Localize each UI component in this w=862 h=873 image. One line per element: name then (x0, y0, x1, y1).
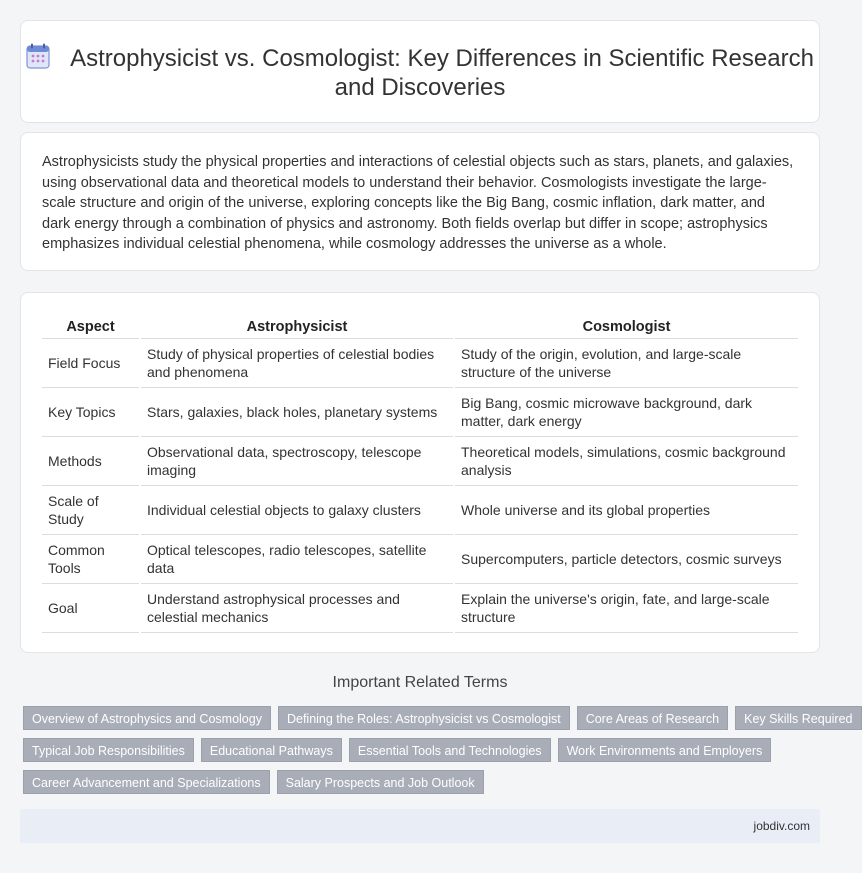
cell-aspect: Goal (42, 583, 140, 632)
related-tag[interactable]: Career Advancement and Specializations (23, 770, 270, 794)
page-title: Astrophysicist vs. Cosmologist: Key Differences in Scientific Research and Discoveries (70, 45, 814, 101)
related-tag[interactable]: Key Skills Required (735, 706, 861, 730)
tag-row (23, 770, 823, 794)
table-row (42, 387, 798, 436)
table-row (42, 338, 798, 387)
cell-aspect: Methods (42, 436, 140, 485)
calendar-icon (26, 43, 50, 69)
cell-astrophysicist: Optical telescopes, radio telescopes, satellite data (140, 534, 454, 583)
related-tag[interactable]: Typical Job Responsibilities (23, 738, 194, 762)
cell-aspect: Field Focus (42, 338, 140, 387)
header-cosmologist: Cosmologist (454, 315, 798, 338)
table-row (42, 534, 798, 583)
comparison-table (42, 315, 798, 633)
cell-aspect: Scale of Study (42, 485, 140, 534)
related-terms-tags (23, 706, 853, 802)
cell-astrophysicist: Understand astrophysical processes and celestial mechanics (140, 583, 454, 632)
related-tag[interactable]: Defining the Roles: Astrophysicist vs Cosmologist (278, 706, 570, 730)
footer-site-link[interactable]: jobdiv.com (753, 819, 810, 833)
header-aspect: Aspect (42, 315, 140, 338)
related-tag[interactable]: Overview of Astrophysics and Cosmology (23, 706, 271, 730)
cell-astrophysicist: Study of physical properties of celestial bodies and phenomena (140, 338, 454, 387)
cell-cosmologist: Explain the universe's origin, fate, and large-scale structure (454, 583, 798, 632)
cell-cosmologist: Supercomputers, particle detectors, cosmic surveys (454, 534, 798, 583)
table-header-row (42, 315, 798, 338)
cell-cosmologist: Big Bang, cosmic microwave background, dark matter, dark energy (454, 387, 798, 436)
comparison-table-card (20, 292, 820, 653)
cell-aspect: Common Tools (42, 534, 140, 583)
intro-paragraph: Astrophysicists study the physical properties and interactions of celestial objects such as stars, planets, and galaxies, using observational data and theoretical models to understand their behavior. Cosmologists investigate the large-scale structure and origin of the universe, exploring concepts like the Big Bang, cosmic inflation, dark matter, and dark energy through a combination of physics and astronomy. Both fields overlap but differ in scope; astrophysics emphasizes individual celestial phenomena, while cosmology addresses the universe as a whole. (42, 154, 794, 252)
related-tag[interactable]: Educational Pathways (201, 738, 342, 762)
cell-astrophysicist: Observational data, spectroscopy, telescope imaging (140, 436, 454, 485)
tag-row (23, 706, 853, 730)
header-astrophysicist: Astrophysicist (140, 315, 454, 338)
header-card (20, 20, 820, 123)
related-tag[interactable]: Essential Tools and Technologies (349, 738, 551, 762)
cell-cosmologist: Study of the origin, evolution, and large-scale structure of the universe (454, 338, 798, 387)
related-terms-heading: Important Related Terms (332, 674, 508, 691)
tag-row (23, 738, 823, 762)
cell-aspect: Key Topics (42, 387, 140, 436)
table-row (42, 436, 798, 485)
cell-cosmologist: Whole universe and its global properties (454, 485, 798, 534)
cell-astrophysicist: Stars, galaxies, black holes, planetary systems (140, 387, 454, 436)
related-tag[interactable]: Work Environments and Employers (558, 738, 772, 762)
footer (20, 809, 820, 843)
related-tag[interactable]: Salary Prospects and Job Outlook (277, 770, 484, 794)
table-row (42, 485, 798, 534)
table-row (42, 583, 798, 632)
cell-cosmologist: Theoretical models, simulations, cosmic background analysis (454, 436, 798, 485)
cell-astrophysicist: Individual celestial objects to galaxy clusters (140, 485, 454, 534)
page-title-wrap (21, 43, 819, 102)
related-tag[interactable]: Core Areas of Research (577, 706, 728, 730)
intro-card (20, 132, 820, 271)
